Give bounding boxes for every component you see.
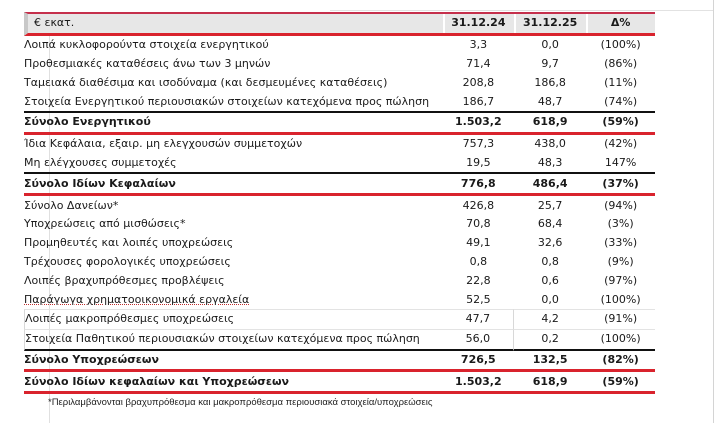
value-2025-text: 4,2 (541, 312, 559, 326)
table-row (24, 309, 655, 329)
value-2024 (443, 271, 514, 290)
value-2024 (443, 309, 514, 329)
row-label (24, 196, 443, 215)
delta-percent (586, 234, 655, 253)
value-2024 (443, 154, 514, 175)
value-2025 (514, 271, 586, 290)
value-2024-text: 208,8 (462, 75, 495, 89)
value-2024 (443, 290, 514, 309)
value-2025 (514, 73, 586, 92)
value-2024-text: 47,7 (465, 312, 491, 326)
value-2025-text: 25,7 (537, 198, 563, 212)
value-2024 (443, 55, 514, 74)
delta-percent-text: (100%) (600, 332, 641, 346)
value-2025 (514, 174, 586, 196)
row-label-text: Τρέχουσες φορολογικές υποχρεώσεις (24, 254, 231, 268)
value-2025-text: 186,8 (534, 75, 566, 89)
delta-percent-text: (86%) (604, 56, 638, 70)
row-label-text: Λοιπές βραχυπρόθεσμες προβλέψεις (24, 273, 225, 287)
delta-percent (586, 154, 655, 175)
delta-percent-text: (74%) (604, 94, 638, 108)
table-row (24, 215, 655, 234)
row-label-text: Λοιπές μακροπρόθεσμες υποχρεώσεις (25, 312, 235, 326)
value-2024 (443, 215, 514, 234)
value-2024-text: 186,7 (462, 94, 495, 108)
value-2025 (514, 351, 586, 373)
row-label-text: Σύνολο Δανείων* (24, 198, 119, 212)
balance-sheet-table (24, 12, 655, 394)
delta-percent-text: (97%) (604, 273, 638, 287)
delta-percent (586, 290, 655, 309)
value-2025 (514, 215, 586, 234)
value-2024 (443, 92, 514, 113)
header-unit: € εκατ. (24, 12, 443, 36)
row-label-text: Στοιχεία Παθητικού περιουσιακών στοιχείων κατεχόμενα προς πώληση (25, 332, 420, 346)
row-label (24, 73, 443, 92)
value-2025-text: 132,5 (532, 352, 568, 366)
delta-percent (586, 73, 655, 92)
value-2025 (514, 113, 586, 135)
delta-percent (586, 215, 655, 234)
delta-percent-text: (91%) (604, 312, 638, 326)
row-label (24, 113, 443, 135)
table-row (24, 196, 655, 215)
delta-percent-text: (100%) (600, 292, 641, 306)
value-2025-text: 0,2 (541, 332, 559, 346)
value-2025-text: 0,8 (541, 254, 559, 268)
value-2024-text: 726,5 (460, 352, 496, 366)
value-2025-text: 0,0 (541, 292, 559, 306)
value-2025 (514, 234, 586, 253)
value-2024-text: 3,3 (469, 38, 488, 52)
delta-percent-text: (94%) (604, 198, 638, 212)
row-label (24, 154, 443, 175)
delta-percent-text: (9%) (607, 254, 634, 268)
row-label-text: Λοιπά κυκλοφορούντα στοιχεία ενεργητικού (24, 38, 269, 52)
value-2024 (443, 73, 514, 92)
table-row (24, 154, 655, 175)
value-2025 (514, 329, 586, 351)
value-2025 (514, 36, 586, 55)
delta-percent-text: 147% (604, 155, 637, 169)
page-edge-top (330, 10, 714, 11)
delta-percent (586, 351, 655, 373)
table-row (24, 55, 655, 74)
delta-percent (586, 92, 655, 113)
value-2024-text: 776,8 (460, 176, 496, 190)
row-label (24, 174, 443, 196)
delta-percent-text: (3%) (607, 217, 634, 231)
table-body (24, 36, 655, 394)
row-label (24, 253, 443, 272)
value-2025 (514, 196, 586, 215)
value-2025 (514, 55, 586, 74)
total-row (24, 372, 655, 394)
table-row (24, 36, 655, 55)
value-2024-text: 52,5 (466, 292, 491, 306)
row-label-text: Σύνολο Ενεργητικού (24, 115, 151, 129)
row-label (24, 215, 443, 234)
row-label-text: Προμηθευτές και λοιπές υποχρεώσεις (24, 236, 234, 250)
total-row (24, 113, 655, 135)
delta-percent-text: (100%) (600, 38, 641, 52)
value-2024-text: 71,4 (466, 56, 491, 70)
delta-percent (586, 174, 655, 196)
value-2024 (443, 36, 514, 55)
value-2025 (514, 290, 586, 309)
value-2024 (443, 234, 514, 253)
value-2024 (443, 196, 514, 215)
table-row (24, 73, 655, 92)
value-2024 (443, 329, 514, 351)
value-2024-text: 0,8 (469, 254, 488, 268)
delta-percent-text: (59%) (602, 374, 639, 388)
page-edge-right (713, 0, 714, 423)
value-2025-text: 618,9 (532, 115, 568, 129)
row-label-text: Στοιχεία Ενεργητικού περιουσιακών στοιχείων κατεχόμενα προς πώληση (24, 94, 430, 108)
header-delta: Δ% (586, 12, 655, 36)
value-2024-text: 22,8 (466, 273, 491, 287)
value-2024-text: 426,8 (462, 198, 495, 212)
value-2025 (514, 154, 586, 175)
value-2024-text: 19,5 (466, 155, 491, 169)
table-row (24, 290, 655, 309)
row-label (24, 92, 443, 113)
value-2025 (514, 309, 586, 329)
table-row (24, 135, 655, 154)
row-label (24, 36, 443, 55)
value-2025-text: 68,4 (537, 217, 563, 231)
header-2024: 31.12.24 (443, 12, 514, 36)
value-2025 (514, 372, 586, 394)
delta-percent (586, 309, 655, 329)
row-label (24, 309, 443, 329)
row-label-text: Σύνολο Υποχρεώσεων (24, 352, 159, 366)
delta-percent (586, 271, 655, 290)
delta-percent-text: (42%) (604, 137, 638, 151)
value-2024-text: 1.503,2 (455, 115, 502, 129)
table-row (24, 234, 655, 253)
row-label (24, 290, 443, 309)
value-2025-text: 0,6 (541, 273, 559, 287)
row-label-text: Υποχρεώσεις από μισθώσεις* (24, 217, 186, 231)
delta-percent (586, 135, 655, 154)
value-2024 (443, 174, 514, 196)
row-label-text: Ταμειακά διαθέσιμα και ισοδύναμα (και δεσμευμένες καταθέσεις) (24, 75, 388, 89)
delta-percent-text: (59%) (602, 115, 639, 129)
value-2025 (514, 253, 586, 272)
delta-percent-text: (37%) (602, 176, 639, 190)
row-label (24, 351, 443, 373)
delta-percent-text: (11%) (604, 75, 638, 89)
value-2025 (514, 92, 586, 113)
row-label-text: Ίδια Κεφάλαια, εξαιρ. μη ελεγχουσών συμμετοχών (24, 137, 303, 151)
table-row (24, 253, 655, 272)
footnote: *Περιλαμβάνονται βραχυπρόθεσμα και μακροπρόθεσμα περιουσιακά στοιχεία/υποχρεώσεις (48, 397, 433, 408)
table-row (24, 271, 655, 290)
total-row (24, 351, 655, 373)
delta-percent (586, 113, 655, 135)
value-2024 (443, 372, 514, 394)
row-label (24, 135, 443, 154)
value-2024 (443, 135, 514, 154)
value-2024-text: 757,3 (462, 137, 495, 151)
table-row (24, 92, 655, 113)
delta-percent (586, 36, 655, 55)
value-2024 (443, 253, 514, 272)
total-row (24, 174, 655, 196)
delta-percent (586, 329, 655, 351)
table-row (24, 329, 655, 351)
delta-percent (586, 196, 655, 215)
value-2025-text: 9,7 (541, 56, 559, 70)
delta-percent-text: (82%) (602, 352, 639, 366)
value-2025 (514, 135, 586, 154)
value-2025-text: 0,0 (541, 38, 559, 52)
row-label (24, 234, 443, 253)
row-label-text: Προθεσμιακές καταθέσεις άνω των 3 μηνών (24, 56, 271, 70)
value-2024-text: 70,8 (466, 217, 491, 231)
delta-percent (586, 372, 655, 394)
row-label-text: Σύνολο Ιδίων Κεφαλαίων (24, 176, 176, 190)
value-2024 (443, 351, 514, 373)
value-2025-text: 438,0 (534, 137, 566, 151)
value-2025-text: 48,7 (537, 94, 563, 108)
row-label-text: Σύνολο Ιδίων κεφαλαίων και Υποχρεώσεων (24, 374, 290, 388)
value-2024 (443, 113, 514, 135)
value-2024-text: 56,0 (465, 332, 491, 346)
value-2025-text: 486,4 (532, 176, 568, 190)
row-label (24, 329, 443, 351)
row-label-text: Μη ελέγχουσες συμμετοχές (24, 155, 177, 169)
value-2024-text: 49,1 (466, 236, 491, 250)
row-label (24, 55, 443, 74)
header-2025: 31.12.25 (514, 12, 586, 36)
value-2025-text: 618,9 (532, 374, 568, 388)
row-label (24, 271, 443, 290)
delta-percent (586, 253, 655, 272)
value-2025-text: 48,3 (537, 155, 563, 169)
header-row (24, 12, 655, 36)
delta-percent (586, 55, 655, 74)
row-label-text: Παράγωγα χρηματοοικονομικά εργαλεία (24, 292, 250, 306)
delta-percent-text: (33%) (604, 236, 638, 250)
value-2025-text: 32,6 (537, 236, 563, 250)
row-label (24, 372, 443, 394)
value-2024-text: 1.503,2 (455, 374, 502, 388)
